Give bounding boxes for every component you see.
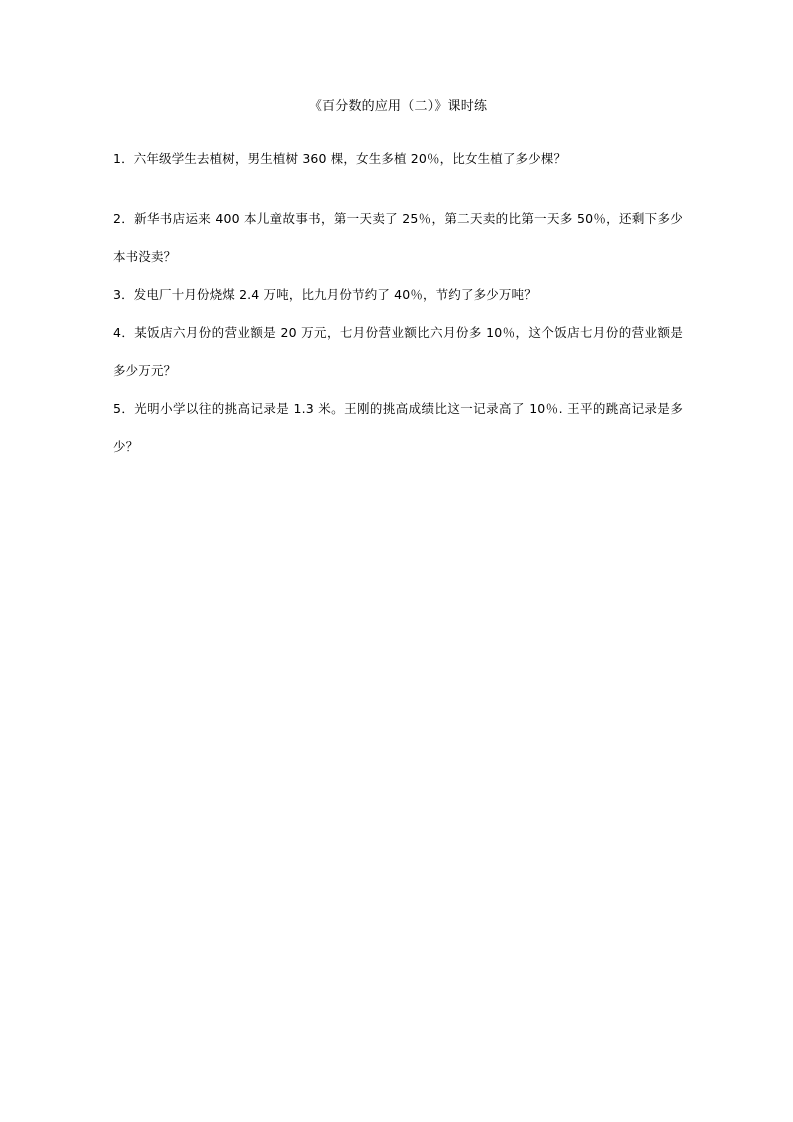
- question-item: 5．光明小学以往的挑高记录是 1.3 米。王刚的挑高成绩比这一记录高了 10％. 王平的跳高记录是多少？: [113, 401, 683, 454]
- question-item: 1．六年级学生去植树，男生植树 360 棵，女生多植 20％，比女生植了多少棵？: [113, 151, 567, 166]
- question-item: 2．新华书店运来 400 本儿童故事书，第一天卖了 25％，第二天卖的比第一天多 50％，还剩下多少本书没卖？: [113, 211, 683, 264]
- document-body: [113, 97, 683, 466]
- page-title: 《百分数的应用（二）》课时练: [308, 99, 488, 114]
- question-list: [113, 140, 683, 466]
- question-item: 3．发电厂十月份烧煤 2.4 万吨，比九月份节约了 40％，节约了多少万吨？: [113, 287, 537, 302]
- question-item: 4．某饭店六月份的营业额是 20 万元，七月份营业额比六月份多 10％，这个饭店七月份的营业额是多少万元？: [113, 325, 683, 378]
